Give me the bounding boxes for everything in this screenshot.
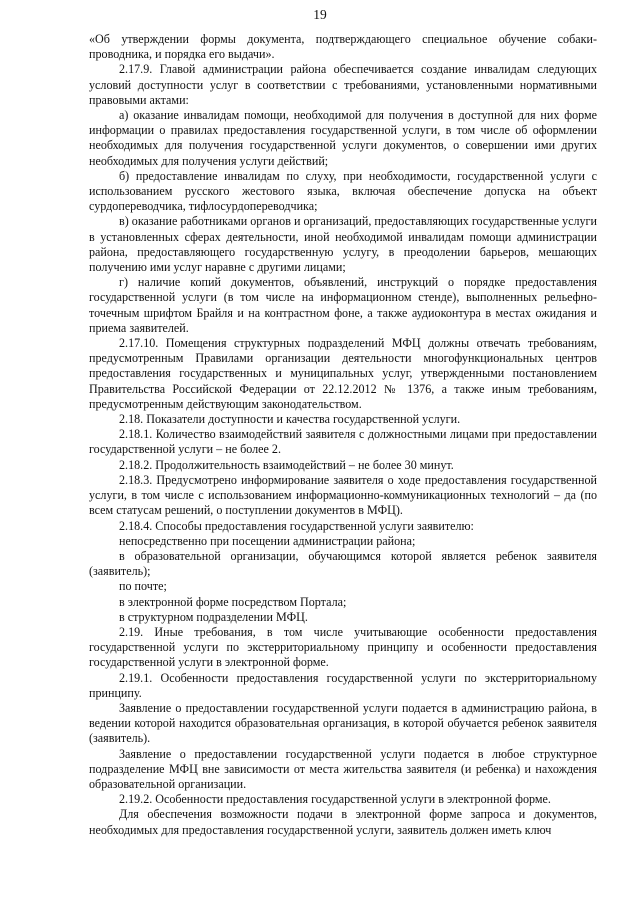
paragraph: 2.18.1. Количество взаимодействий заявителя с должностными лицами при предоставлении государственной услуги – не более 2. (89, 427, 597, 457)
paragraph: Заявление о предоставлении государственной услуги подается в любое структурное подразделение МФЦ вне зависимости от места жительства заявителя (и ребенка) и нахождения образовательной организации. (89, 746, 597, 791)
paragraph: 2.18. Показатели доступности и качества государственной услуги. (119, 412, 461, 427)
paragraph: в структурном подразделении МФЦ. (119, 609, 308, 624)
paragraph: по почте; (119, 579, 167, 594)
paragraph: б) предоставление инвалидам по слуху, при необходимости, государственной услуги с использованием русского жестового языка, включая обеспечение допуска на объект сурдопереводчика, тифлосурдопереводчика; (89, 168, 597, 214)
paragraph: «Об утверждении формы документа, подтверждающего специальное обучение собаки-проводника, и порядка его выдачи». (89, 32, 597, 62)
paragraph: 2.18.3. Предусмотрено информирование заявителя о ходе предоставления государственной услуги, в том числе с использованием информационно-коммуникационных технологий – да (по всем статусам решений, о поступлении документов в МФЦ). (89, 472, 597, 518)
paragraph: Для обеспечения возможности подачи в электронной форме запроса и документов, необходимых для предоставления государственной услуги, заявитель должен иметь ключ (89, 807, 597, 837)
paragraph: 2.19. Иные требования, в том числе учитывающие особенности предоставления государственной услуги по экстерриториальному принципу и особенности предоставления государственной услуги в электронной форме. (89, 624, 597, 670)
paragraph: непосредственно при посещении администрации района; (119, 533, 416, 548)
paragraph: а) оказание инвалидам помощи, необходимой для получения в доступной для них форме информации о правилах предоставления государственной услуги, в том числе об оформлении необходимых для получения государственной услуги документов, о совершении ими других необходимых для получения услуги действий; (89, 108, 597, 168)
paragraph: в электронной форме посредством Портала; (119, 594, 347, 609)
paragraph: Заявление о предоставлении государственной услуги подается в администрацию района, в ведении которой находится образовательная организация, в которой обучается ребенок заявителя (заявитель). (89, 700, 597, 746)
paragraph: 2.19.1. Особенности предоставления государственной услуги по экстерриториальному принципу. (89, 670, 597, 700)
paragraph: 2.19.2. Особенности предоставления государственной услуги в электронной форме. (119, 792, 551, 807)
paragraph: 2.18.2. Продолжительность взаимодействий – не более 30 минут. (119, 457, 454, 472)
page-number: 19 (313, 7, 327, 22)
paragraph: 2.18.4. Способы предоставления государственной услуги заявителю: (119, 518, 474, 533)
paragraph: 2.17.9. Главой администрации района обеспечивается создание инвалидам следующих условий доступности услуг в соответствии с требованиями, установленными нормативными правовыми актами: (89, 62, 597, 107)
paragraph: г) наличие копий документов, объявлений, инструкций о порядке предоставления государственной услуги (в том числе на информационном стенде), выполненных рельефно-точечным шрифтом Брайля и на контрастном фоне, а также аудиоконтура в местах ожидания и приема заявителей. (89, 275, 597, 335)
document-body (89, 32, 597, 838)
paragraph: в образовательной организации, обучающимся которой является ребенок заявителя (заявитель); (89, 548, 597, 579)
paragraph: 2.17.10. Помещения структурных подразделений МФЦ должны отвечать требованиям, предусмотренным Правилами организации деятельности многофункциональных центров предоставления государственных и муниципальных услуг, утвержденными постановлением Правительства Российской Федерации от 22.12.2012 № 1376, а также иным требованиям, предусмотренным действующим законодательством. (89, 336, 597, 411)
paragraph: в) оказание работниками органов и организаций, предоставляющих государственные услуги в установленных сферах деятельности, иной необходимой инвалидам помощи администрации района, предоставляющего государственную услугу, в преодолении барьеров, мешающих получению ими услуг наравне с другими лицами; (89, 214, 597, 275)
